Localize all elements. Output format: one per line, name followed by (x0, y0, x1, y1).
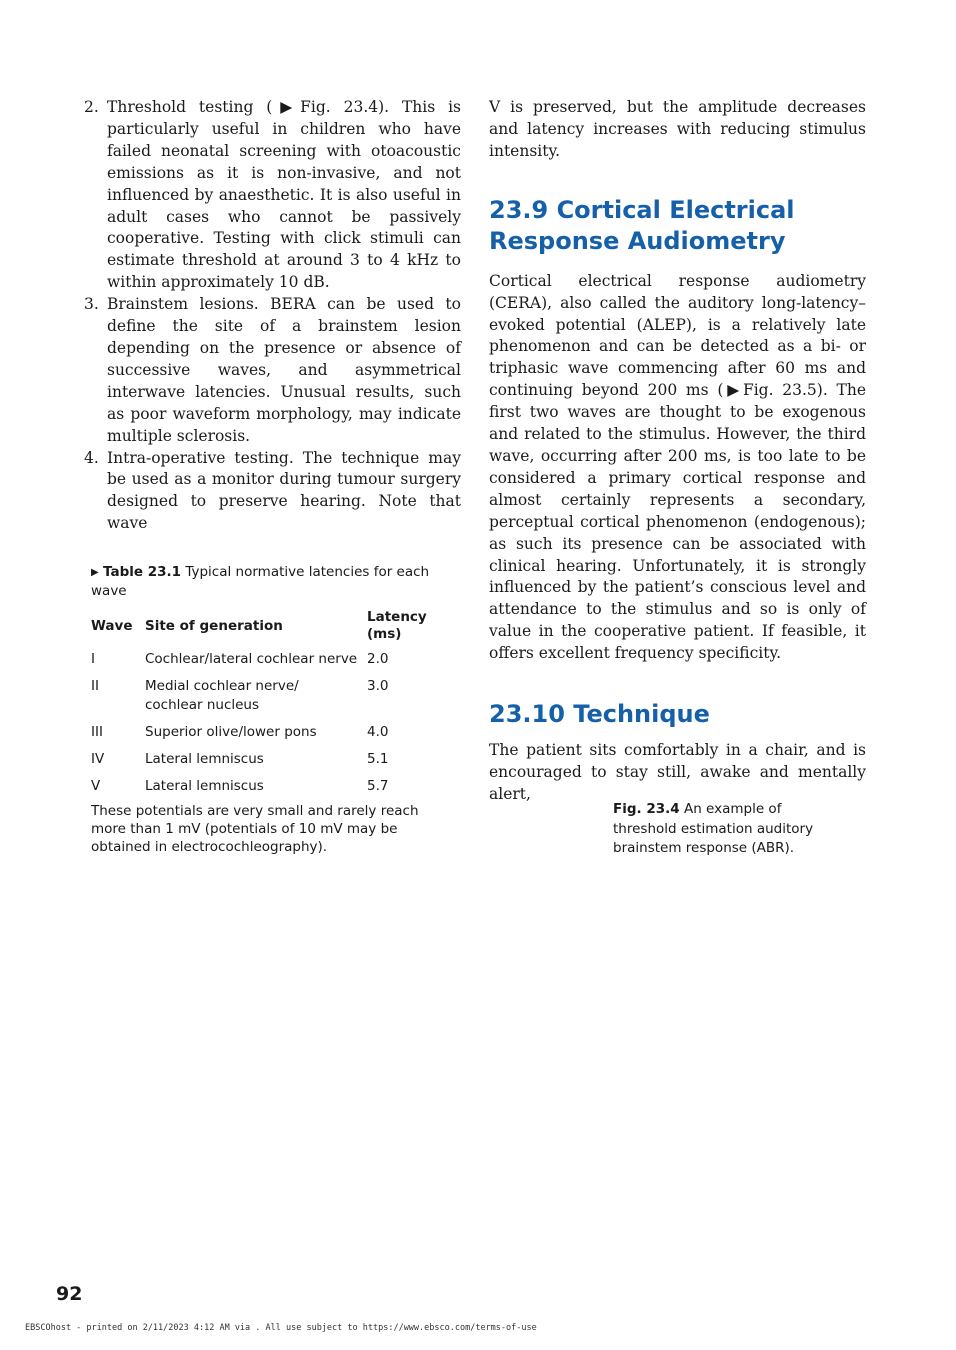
table-row (84, 719, 454, 746)
wave-cell: II (91, 678, 99, 695)
table-row (84, 673, 454, 719)
left-column (84, 97, 461, 856)
latency-cell: 4.0 (367, 724, 389, 741)
table-row (84, 773, 454, 800)
latency-table-block (84, 563, 454, 856)
wave-cell: V (91, 778, 101, 795)
table-row (84, 746, 454, 773)
page-number: 92 (56, 1283, 83, 1305)
cera-paragraph: Cortical electrical response audiometry (CERA), also called the auditory long-latency–evoked potential (ALEP), is a relatively late phenomenon and can be detected as a bi- or triphasic wave commencing after 60 ms and continuing beyond 200 ms (▶Fig. 23.5). The first two waves are thought to be exogenous and related to the stimulus. However, the third wave, occurring after 200 ms, is too late to be considered a primary cortical response and almost certainly represents a secondary, perceptual cortical phenomenon (endogenous); as such its presence can be associated with clinical hearing. Unfortunately, it is strongly influenced by the patient’s conscious level and attendance to the stimulus and so is only of value in the cooperative patient. If feasible, it offers excellent frequency specificity. (489, 271, 866, 663)
wave-cell: IV (91, 751, 105, 768)
site-cell: Superior olive/lower pons (145, 724, 317, 741)
table-footnote: These potentials are very small and rarely reach more than 1 mV (potentials of 10 mV may be obtained in electrocochleography). (91, 803, 419, 856)
section-heading-cera: 23.9 Cortical Electrical Response Audiometry (489, 195, 795, 255)
latency-cell: 5.7 (367, 778, 389, 795)
column-header-site: Site of generation (145, 617, 283, 634)
latency-cell: 3.0 (367, 678, 389, 695)
wave-cell: I (91, 651, 95, 668)
list-item-text: Intra-operative testing. The technique may be used as a monitor during tumour surgery designed to preserve hearing. Note that wave (107, 448, 461, 533)
table-header-row (84, 606, 454, 646)
list-item-number: 2. (84, 98, 99, 116)
figure-caption (613, 800, 848, 859)
list-item (84, 448, 461, 536)
site-cell: Lateral lemniscus (145, 751, 264, 768)
table-row (84, 646, 454, 673)
figure-label: Fig. 23.4 (613, 801, 680, 817)
latency-table (84, 606, 454, 800)
site-cell: Lateral lemniscus (145, 778, 264, 795)
column-header-wave: Wave (91, 617, 133, 634)
list-item (84, 97, 461, 294)
list-item-text: Threshold testing (▶Fig. 23.4). This is particularly useful in children who have failed neonatal screening with otoacoustic emissions as it is non-invasive, and not influenced by anaesthetic. It is also useful in adult cases who cannot be passively cooperative. Testing with click stimuli can estimate threshold at around 3 to 4 kHz to within approximately 10 dB. (107, 98, 461, 292)
continuation-paragraph: V is preserved, but the amplitude decreases and latency increases with reducing stimulus intensity. (489, 98, 866, 160)
technique-paragraph: The patient sits comfortably in a chair, and is encouraged to stay still, awake and mentally alert, (489, 741, 866, 803)
latency-cell: 2.0 (367, 651, 389, 668)
wave-cell: III (91, 724, 103, 741)
right-column (489, 97, 866, 806)
print-footer: EBSCOhost - printed on 2/11/2023 4:12 AM via . All use subject to https://www.ebsco.com/terms-of-use (25, 1323, 537, 1333)
site-cell: Cochlear/lateral cochlear nerve (145, 651, 358, 668)
list-item-number: 3. (84, 295, 99, 314)
figure-caption-text: An example of threshold estimation auditory brainstem response (ABR). (613, 801, 814, 856)
site-cell: Medial cochlear nerve/ cochlear nucleus (145, 678, 299, 714)
table-label: Table 23.1 (103, 564, 182, 581)
section-heading-technique: 23.10 Technique (489, 700, 710, 729)
list-item-text: Brainstem lesions. BERA can be used to define the site of a brainstem lesion depending on the presence or absence of successive waves, and asymmetrical interwave latencies. Unusual results, such as poor waveform morphology, may indicate multiple sclerosis. (107, 295, 461, 445)
table-arrow-icon: ▶ (91, 567, 99, 579)
column-header-latency: Latency (ms) (367, 609, 427, 643)
numbered-list (84, 97, 461, 535)
table-title: Typical normative latencies for each wave (91, 564, 430, 600)
list-item (84, 294, 461, 447)
list-item-number: 4. (84, 448, 99, 467)
latency-cell: 5.1 (367, 751, 389, 768)
table-caption (84, 563, 454, 600)
